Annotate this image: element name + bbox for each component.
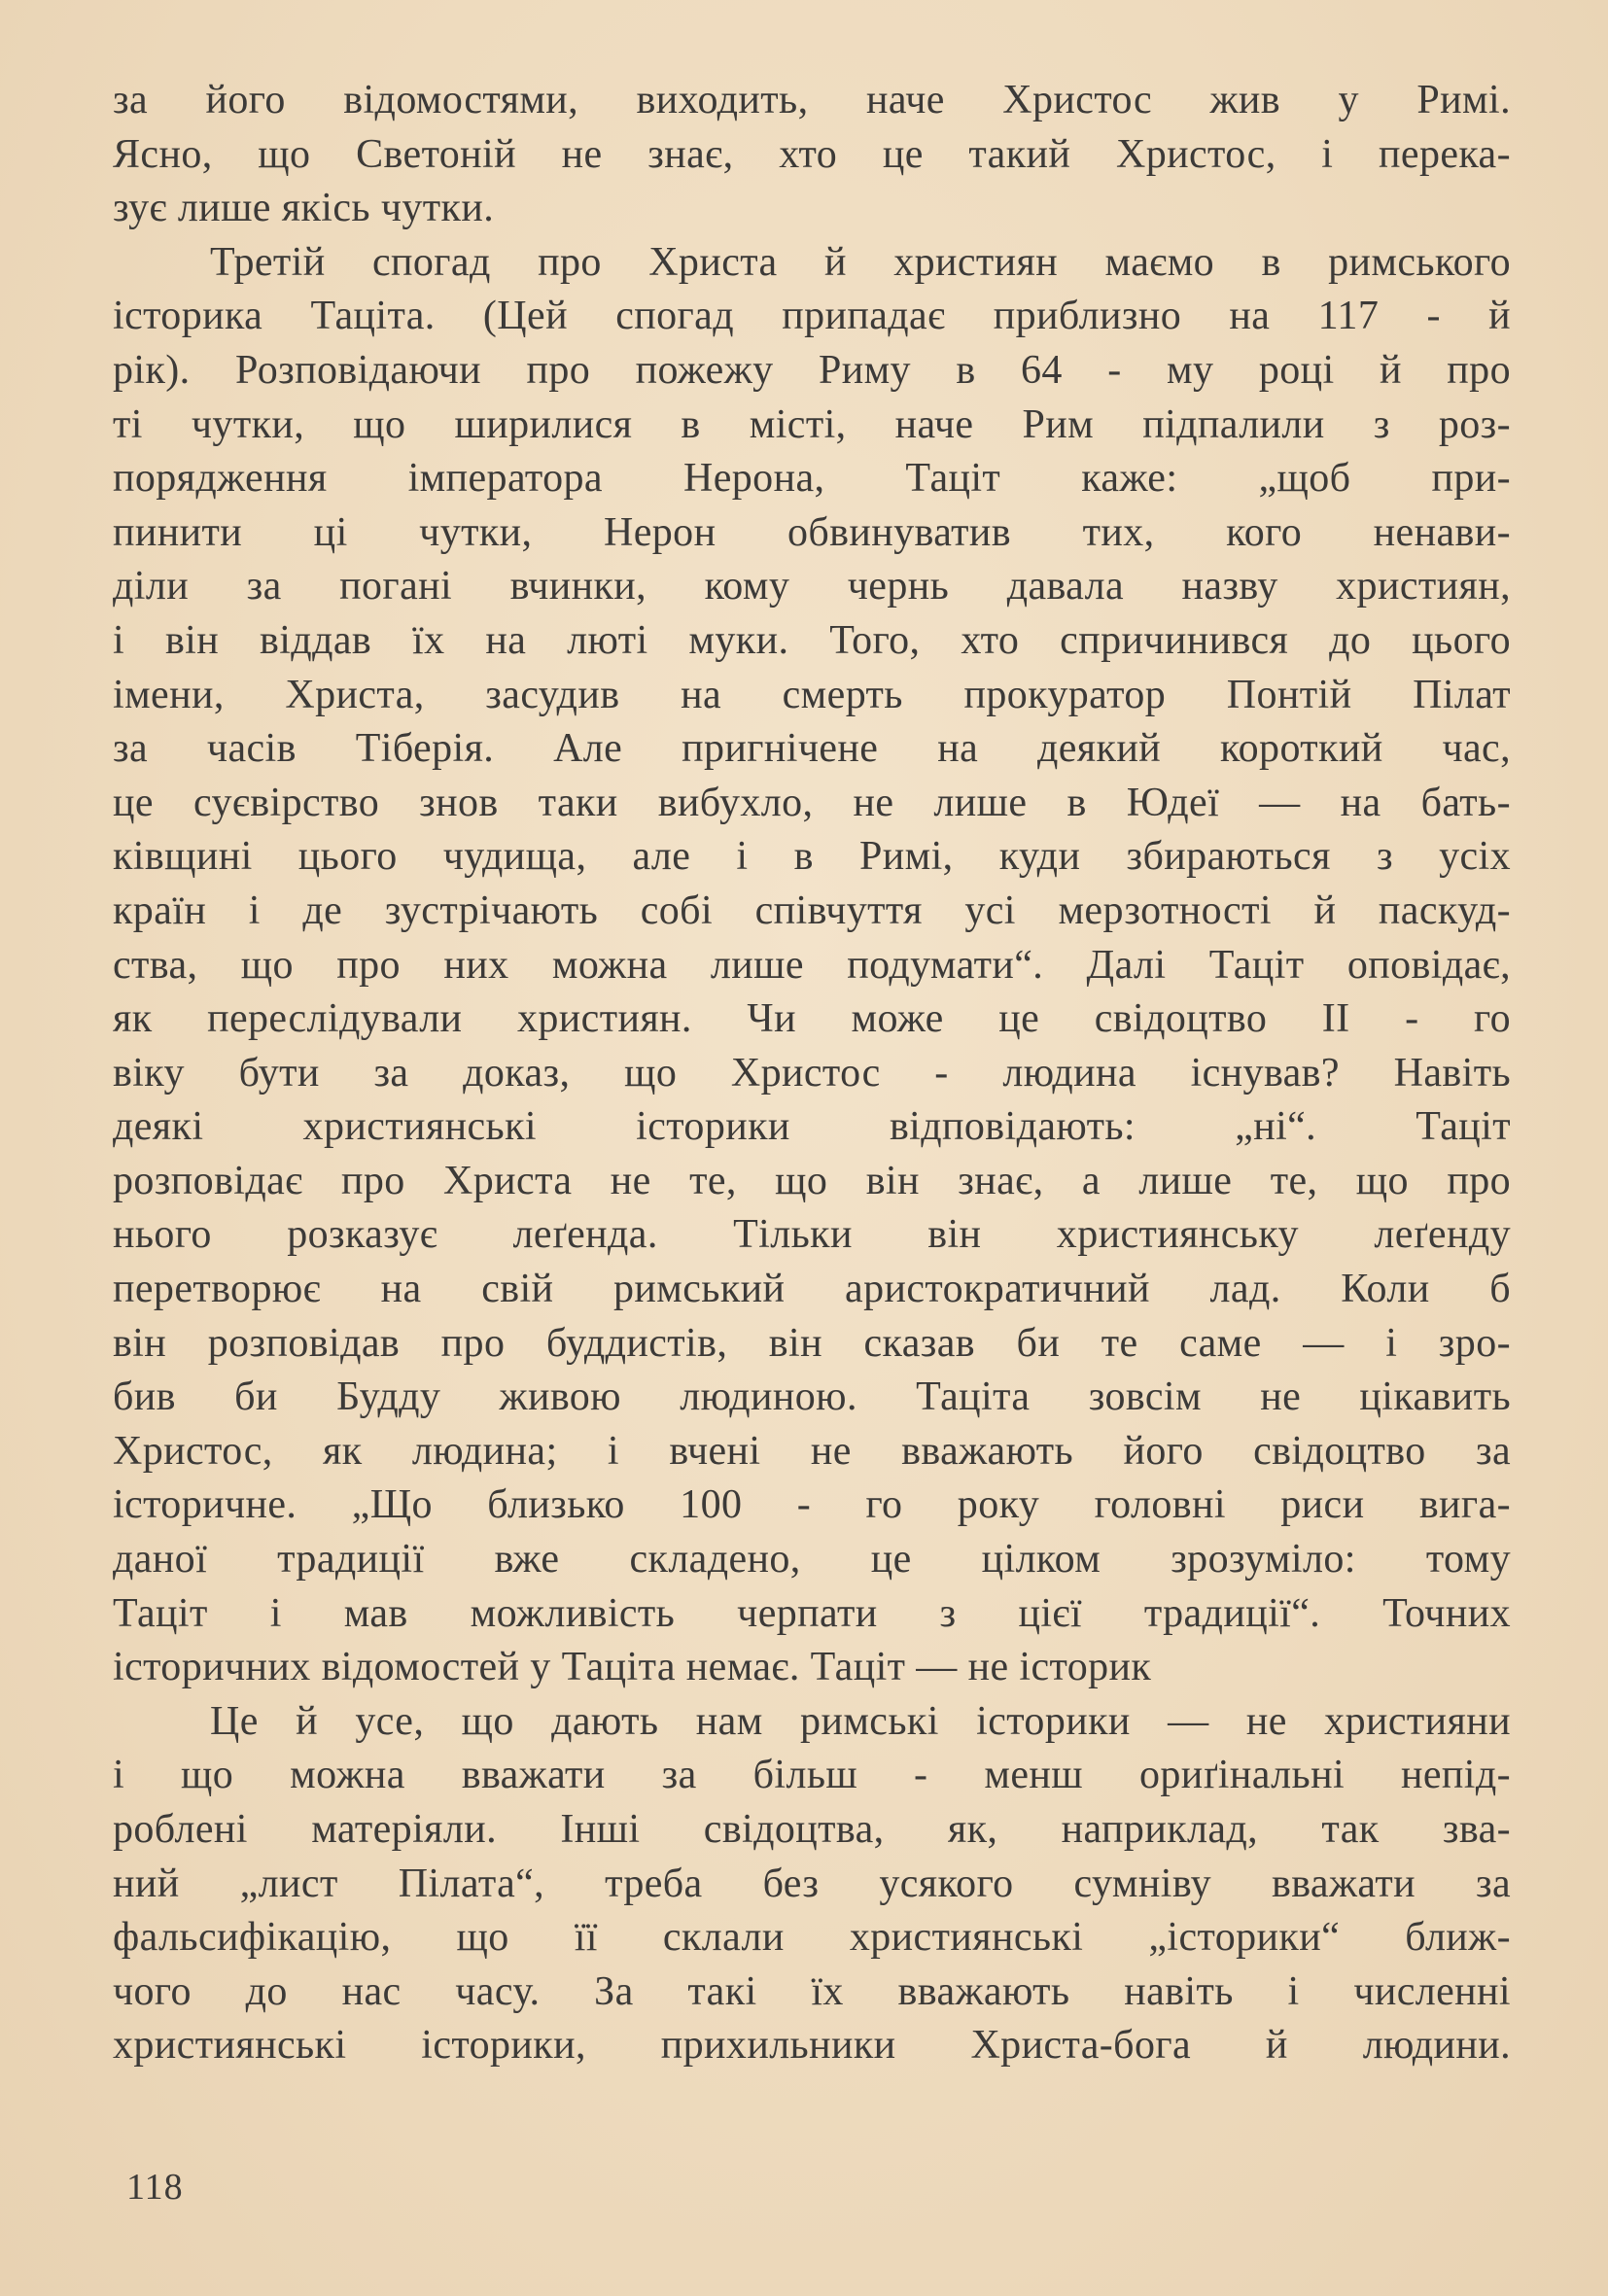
page-body-text [113,74,1511,2073]
paragraph [113,74,1511,236]
text-line: деякі християнські історики відповідають: „ні“. Таціт [113,1104,1511,1150]
text-line: Таціт і мав можливість черпати з цієї традиції“. Точних [113,1590,1511,1636]
text-line: ний „лист Пілата“, треба без усякого сумніву вважати за [113,1861,1511,1906]
text-line: розповідає про Христа не те, що він знає, а лише те, що про [113,1158,1511,1203]
text-line: даної традиції вже складено, це цілком зрозуміло: тому [113,1537,1511,1583]
page-number: 118 [126,2167,184,2208]
text-line: історика Таціта. (Цей спогад припадає приблизно на 117 - й [113,294,1511,339]
text-line: країн і де зустрічають собі співчуття усі мерзотності й паскуд- [113,887,1511,933]
text-line: це суєвірство знов таки вибухло, не лише в Юдеї — на бать- [113,780,1511,825]
text-line: фальсифікацію, що її склали християнські „історики“ ближ- [113,1915,1511,1961]
text-line: рік). Розповідаючи про пожежу Риму в 64 - му році й про [113,347,1511,393]
text-line: віку бути за доказ, що Христос - людина існував? Навіть [113,1050,1511,1096]
text-line: перетворює на свій римський аристократичний лад. Коли б [113,1267,1511,1312]
text-line: за часів Тіберія. Але пригнічене на деякий короткий час, [113,726,1511,772]
text-line: ті чутки, що ширилися в місті, наче Рим підпалили з роз- [113,401,1511,447]
text-line: за його відомостями, виходить, наче Христос жив у Римі. [113,78,1511,122]
text-line: він розповідав про буддистів, він сказав би те саме — і зро- [113,1320,1511,1366]
text-line: імени, Христа, засудив на смерть прокуратор Понтій Пілат [113,672,1511,717]
text-line: бив би Будду живою людиною. Таціта зовсім не цікавить [113,1374,1511,1420]
text-line: Христос, як людина; і вчені не вважають його свідоцтво за [113,1428,1511,1474]
text-line: історичне. „Що близько 100 - го року головні риси вига- [113,1482,1511,1528]
text-line: як переслідували християн. Чи може це свідоцтво II - го [113,996,1511,1042]
text-line: діли за погані вчинки, кому чернь давала назву християн, [113,564,1511,609]
text-line: пинити ці чутки, Нерон обвинуватив тих, кого ненави- [113,509,1511,555]
text-line: історичних відомостей у Таціта немає. Таціт — не історик [113,1645,1152,1690]
text-line: і що можна вважати за більш - менш ориґінальні непід- [113,1753,1511,1798]
text-line: ства, що про них можна лише подумати“. Далі Таціт оповідає, [113,942,1511,988]
text-line: чого до нас часу. За такі їх вважають навіть і численні [113,1968,1511,2014]
text-line: нього розказує леґенда. Тільки він християнську леґенду [113,1212,1511,1258]
text-line: Третій спогад про Христа й християн маємо в римського [210,239,1511,285]
text-line: роблені матеріяли. Інші свідоцтва, як, наприклад, так зва- [113,1807,1511,1852]
text-line: і він віддав їх на люті муки. Того, хто спричинився до цього [113,617,1511,663]
text-line: християнські історики, прихильники Христа-бога й людини. [113,2023,1511,2069]
text-line: Ясно, що Светоній не знає, хто це такий Христос, і перека- [113,131,1511,177]
text-line: зує лише якісь чутки. [113,186,495,231]
paragraph [113,1695,1511,2073]
paragraph [113,236,1511,1695]
text-line: ківщині цього чудища, але і в Римі, куди збираються з усіх [113,834,1511,880]
text-line: Це й усе, що дають нам римські історики — не християни [210,1698,1511,1744]
text-line: порядження імператора Нерона, Таціт каже: „щоб при- [113,456,1511,502]
